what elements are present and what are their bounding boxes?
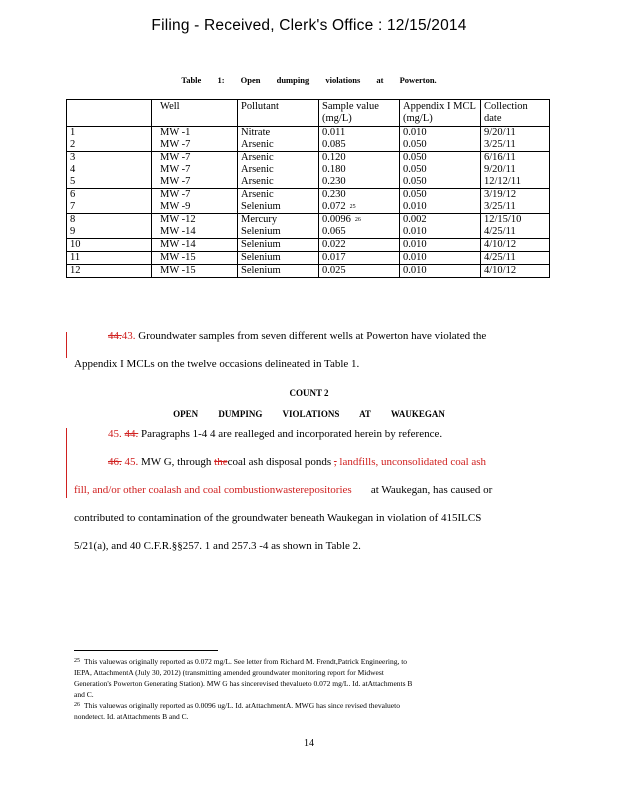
footnote-text: IEPA, AttachmentA (July 30, 2012) (transmitting amended groundwater monitoring report for Midwest — [74, 668, 384, 677]
cell-appendix-mcl-text: 0.002 — [403, 214, 427, 225]
cell-well-text: MW -15 — [160, 265, 196, 276]
cell-number-text: 6 — [70, 189, 76, 200]
table-row — [67, 152, 550, 165]
col-header-pollutant: Pollutant — [238, 100, 319, 127]
footnote-text: This valuewas originally reported as 0.0096 ug/L. Id. atAttachmentA. MWG has since revised thevalueto — [84, 701, 400, 710]
cell-number — [67, 265, 152, 278]
cell-appendix-mcl-text: 0.010 — [403, 226, 427, 237]
cell-appendix-mcl — [400, 176, 481, 189]
paragraph-text: MW G, through — [141, 456, 212, 468]
deleted-paragraph-number: 44. — [124, 428, 139, 440]
cell-pollutant — [238, 189, 319, 202]
paragraph-43 — [74, 322, 534, 378]
cell-well — [152, 226, 238, 239]
cell-well-text: MW -12 — [160, 214, 196, 225]
deleted-paragraph-number: 44. — [108, 330, 122, 342]
violations-table — [66, 99, 550, 278]
cell-sample-value — [319, 176, 400, 189]
col-header-well: Well — [152, 100, 238, 127]
cell-well-text: MW -7 — [160, 189, 191, 200]
cell-well — [152, 139, 238, 152]
cell-sample-value-text: 0.025 — [322, 265, 346, 276]
footnote-reference: 26 — [354, 217, 361, 223]
footnote-reference: 25 — [349, 204, 356, 210]
cell-collection-date — [481, 239, 550, 252]
revision-bar — [66, 428, 67, 498]
cell-sample-value-text: 0.022 — [322, 239, 346, 250]
footnote-text: and C. — [74, 690, 94, 699]
cell-pollutant-text: Selenium — [241, 239, 281, 250]
cell-number — [67, 127, 152, 140]
table-row — [67, 127, 550, 140]
cell-pollutant — [238, 176, 319, 189]
cell-well — [152, 201, 238, 214]
footnote-text: Generation's Powerton Generating Station). MW G has sincerevised thevalueto 0.072 mg/L. Id. atAttachments B — [74, 679, 413, 688]
cell-appendix-mcl — [400, 164, 481, 176]
cell-appendix-mcl — [400, 226, 481, 239]
cell-well-text: MW -7 — [160, 176, 191, 187]
paragraph-text: Groundwater samples from seven different wells at Powerton have violated the — [138, 330, 487, 342]
revision-bar — [66, 332, 67, 358]
paragraph-text: contributed to contamination of the groundwater beneath Waukegan in violation of 415ILCS — [74, 512, 482, 524]
cell-appendix-mcl — [400, 239, 481, 252]
cell-well-text: MW -7 — [160, 164, 191, 175]
table-row — [67, 176, 550, 189]
cell-pollutant-text: Selenium — [241, 265, 281, 276]
paragraph-text: at Waukegan, has caused or — [370, 484, 493, 496]
cell-appendix-mcl — [400, 265, 481, 278]
cell-appendix-mcl-text: 0.050 — [403, 176, 427, 187]
cell-number — [67, 239, 152, 252]
cell-sample-value-text: 0.072 — [322, 201, 346, 212]
cell-collection-date — [481, 127, 550, 140]
cell-pollutant-text: Nitrate — [241, 127, 271, 138]
cell-pollutant — [238, 152, 319, 165]
table-row — [67, 201, 550, 214]
table-row — [67, 139, 550, 152]
inserted-paragraph-number: 45. — [108, 428, 122, 440]
table-row — [67, 214, 550, 227]
cell-sample-value-text: 0.120 — [322, 152, 346, 163]
cell-number — [67, 152, 152, 165]
cell-collection-date-text: 12/15/10 — [484, 214, 522, 225]
cell-collection-date-text: 9/20/11 — [484, 164, 516, 175]
cell-sample-value — [319, 164, 400, 176]
cell-pollutant — [238, 265, 319, 278]
cell-pollutant — [238, 214, 319, 227]
cell-well-text: MW -9 — [160, 201, 191, 212]
cell-sample-value-text: 0.017 — [322, 252, 346, 263]
cell-collection-date-text: 4/10/12 — [484, 265, 517, 276]
cell-sample-value — [319, 189, 400, 202]
cell-sample-value-text: 0.011 — [322, 127, 346, 138]
cell-well — [152, 164, 238, 176]
cell-well-text: MW -15 — [160, 252, 196, 263]
cell-well — [152, 214, 238, 227]
cell-well-text: MW -7 — [160, 139, 191, 150]
cell-collection-date — [481, 164, 550, 176]
paragraph-text: Appendix I MCLs on the twelve occasions delineated in Table 1. — [74, 358, 360, 370]
cell-number — [67, 164, 152, 176]
cell-well — [152, 265, 238, 278]
footnote-number: 25 — [74, 658, 80, 664]
cell-number-text: 8 — [70, 214, 76, 225]
cell-appendix-mcl — [400, 152, 481, 165]
inserted-paragraph-number: 43. — [121, 330, 136, 342]
cell-well — [152, 127, 238, 140]
paragraph-text: coal ash disposal ponds — [227, 456, 332, 468]
cell-collection-date — [481, 176, 550, 189]
cell-number-text: 5 — [70, 176, 76, 187]
inserted-text: fill, and/or other coalash and coal combustionwasterepositories — [74, 484, 352, 496]
cell-number-text: 11 — [70, 252, 81, 263]
cell-sample-value-text: 0.065 — [322, 226, 346, 237]
count-subtitle: OPEN DUMPING VIOLATIONS AT WAUKEGAN — [173, 409, 445, 419]
cell-sample-value-text: 0.180 — [322, 164, 346, 175]
footnote-text: This valuewas originally reported as 0.072 mg/L. See letter from Richard M. Frendt,Patrick Engineering, to — [84, 657, 408, 666]
cell-number-text: 10 — [70, 239, 81, 250]
paragraph-45 — [74, 448, 534, 560]
cell-collection-date — [481, 201, 550, 214]
cell-well — [152, 239, 238, 252]
footnote-text: nondetect. Id. atAttachments B and C. — [74, 712, 189, 721]
cell-number-text: 1 — [70, 127, 76, 138]
cell-appendix-mcl — [400, 139, 481, 152]
cell-number-text: 7 — [70, 201, 76, 212]
footnote-number: 26 — [74, 702, 80, 708]
table-row — [67, 265, 550, 278]
paragraph-text: 5/21(a), and 40 C.F.R.§§257. 1 and 257.3 -4 as shown in Table 2. — [74, 540, 361, 552]
cell-sample-value-text: 0.230 — [322, 176, 346, 187]
cell-sample-value — [319, 226, 400, 239]
cell-well-text: MW -14 — [160, 239, 196, 250]
cell-collection-date — [481, 139, 550, 152]
cell-number-text: 2 — [70, 139, 76, 150]
table-row — [67, 164, 550, 176]
cell-sample-value — [319, 139, 400, 152]
cell-number — [67, 201, 152, 214]
cell-well — [152, 189, 238, 202]
cell-appendix-mcl-text: 0.010 — [403, 201, 427, 212]
cell-collection-date — [481, 226, 550, 239]
cell-sample-value — [319, 127, 400, 140]
cell-appendix-mcl — [400, 252, 481, 265]
cell-well-text: MW -1 — [160, 127, 191, 138]
cell-collection-date — [481, 152, 550, 165]
cell-number — [67, 252, 152, 265]
cell-pollutant — [238, 252, 319, 265]
cell-appendix-mcl-text: 0.050 — [403, 139, 427, 150]
cell-appendix-mcl — [400, 127, 481, 140]
count-title: COUNT 2 — [289, 388, 329, 398]
cell-appendix-mcl — [400, 201, 481, 214]
cell-number — [67, 139, 152, 152]
table-caption: Table 1: Open dumping violations at Powerton. — [181, 75, 437, 85]
paragraph-44 — [74, 420, 534, 448]
cell-appendix-mcl — [400, 214, 481, 227]
table-row — [67, 239, 550, 252]
paragraph-text: Paragraphs 1-4 4 are realleged and incorporated herein by reference. — [141, 428, 443, 440]
cell-number-text: 3 — [70, 152, 76, 163]
cell-pollutant-text: Arsenic — [241, 139, 274, 150]
cell-appendix-mcl-text: 0.010 — [403, 252, 427, 263]
footnote-25 — [74, 656, 544, 700]
cell-pollutant-text: Arsenic — [241, 164, 274, 175]
cell-pollutant — [238, 201, 319, 214]
cell-number — [67, 189, 152, 202]
cell-collection-date-text: 3/25/11 — [484, 139, 516, 150]
inserted-text: landfills, unconsolidated coal ash — [339, 456, 487, 468]
col-header-sample-value: Sample value (mg/L) — [319, 100, 400, 127]
col-header-number — [67, 100, 152, 127]
footnote-26 — [74, 700, 544, 722]
cell-pollutant-text: Selenium — [241, 226, 281, 237]
cell-pollutant-text: Arsenic — [241, 152, 274, 163]
cell-collection-date — [481, 214, 550, 227]
cell-well-text: MW -14 — [160, 226, 196, 237]
inserted-paragraph-number: 45. — [124, 456, 139, 468]
deleted-paragraph-number: 46. — [108, 456, 122, 468]
cell-collection-date-text: 4/10/12 — [484, 239, 517, 250]
cell-number — [67, 226, 152, 239]
cell-collection-date — [481, 265, 550, 278]
cell-sample-value — [319, 239, 400, 252]
cell-pollutant-text: Selenium — [241, 252, 281, 263]
cell-sample-value — [319, 201, 400, 214]
cell-well-text: MW -7 — [160, 152, 191, 163]
cell-sample-value — [319, 265, 400, 278]
cell-collection-date-text: 4/25/11 — [484, 252, 516, 263]
cell-pollutant-text: Mercury — [241, 214, 278, 225]
cell-number — [67, 214, 152, 227]
cell-pollutant-text: Selenium — [241, 201, 281, 212]
cell-collection-date — [481, 189, 550, 202]
cell-well — [152, 176, 238, 189]
cell-collection-date-text: 3/25/11 — [484, 201, 516, 212]
cell-appendix-mcl-text: 0.050 — [403, 152, 427, 163]
cell-number-text: 12 — [70, 265, 81, 276]
cell-pollutant-text: Arsenic — [241, 176, 274, 187]
cell-number-text: 9 — [70, 226, 76, 237]
cell-number-text: 4 — [70, 164, 76, 175]
cell-appendix-mcl-text: 0.010 — [403, 127, 427, 138]
cell-well — [152, 152, 238, 165]
table-row — [67, 226, 550, 239]
footnote-separator — [74, 650, 218, 651]
cell-appendix-mcl-text: 0.010 — [403, 265, 427, 276]
deleted-text: the — [214, 456, 228, 468]
cell-collection-date-text: 3/19/12 — [484, 189, 517, 200]
table-header-row — [67, 100, 550, 127]
col-header-appendix-mcl: Appendix I MCL (mg/L) — [400, 100, 481, 127]
cell-collection-date-text: 4/25/11 — [484, 226, 516, 237]
cell-appendix-mcl — [400, 189, 481, 202]
cell-collection-date-text: 6/16/11 — [484, 152, 516, 163]
cell-pollutant — [238, 239, 319, 252]
deleted-text: , — [333, 456, 337, 468]
cell-sample-value — [319, 152, 400, 165]
cell-collection-date-text: 9/20/11 — [484, 127, 516, 138]
cell-pollutant — [238, 127, 319, 140]
cell-appendix-mcl-text: 0.050 — [403, 164, 427, 175]
cell-appendix-mcl-text: 0.010 — [403, 239, 427, 250]
page-number: 14 — [304, 738, 314, 749]
cell-collection-date-text: 12/12/11 — [484, 176, 521, 187]
table-row — [67, 252, 550, 265]
table-row — [67, 189, 550, 202]
cell-well — [152, 252, 238, 265]
filing-stamp: Filing - Received, Clerk's Office : 12/15/2014 — [151, 17, 467, 34]
cell-pollutant — [238, 139, 319, 152]
cell-number — [67, 176, 152, 189]
cell-sample-value-text: 0.0096 — [322, 214, 351, 225]
cell-pollutant-text: Arsenic — [241, 189, 274, 200]
cell-appendix-mcl-text: 0.050 — [403, 189, 427, 200]
cell-sample-value-text: 0.085 — [322, 139, 346, 150]
cell-sample-value-text: 0.230 — [322, 189, 346, 200]
cell-pollutant — [238, 226, 319, 239]
col-header-collection-date: Collection date — [481, 100, 550, 127]
cell-sample-value — [319, 252, 400, 265]
cell-sample-value — [319, 214, 400, 227]
cell-pollutant — [238, 164, 319, 176]
cell-collection-date — [481, 252, 550, 265]
